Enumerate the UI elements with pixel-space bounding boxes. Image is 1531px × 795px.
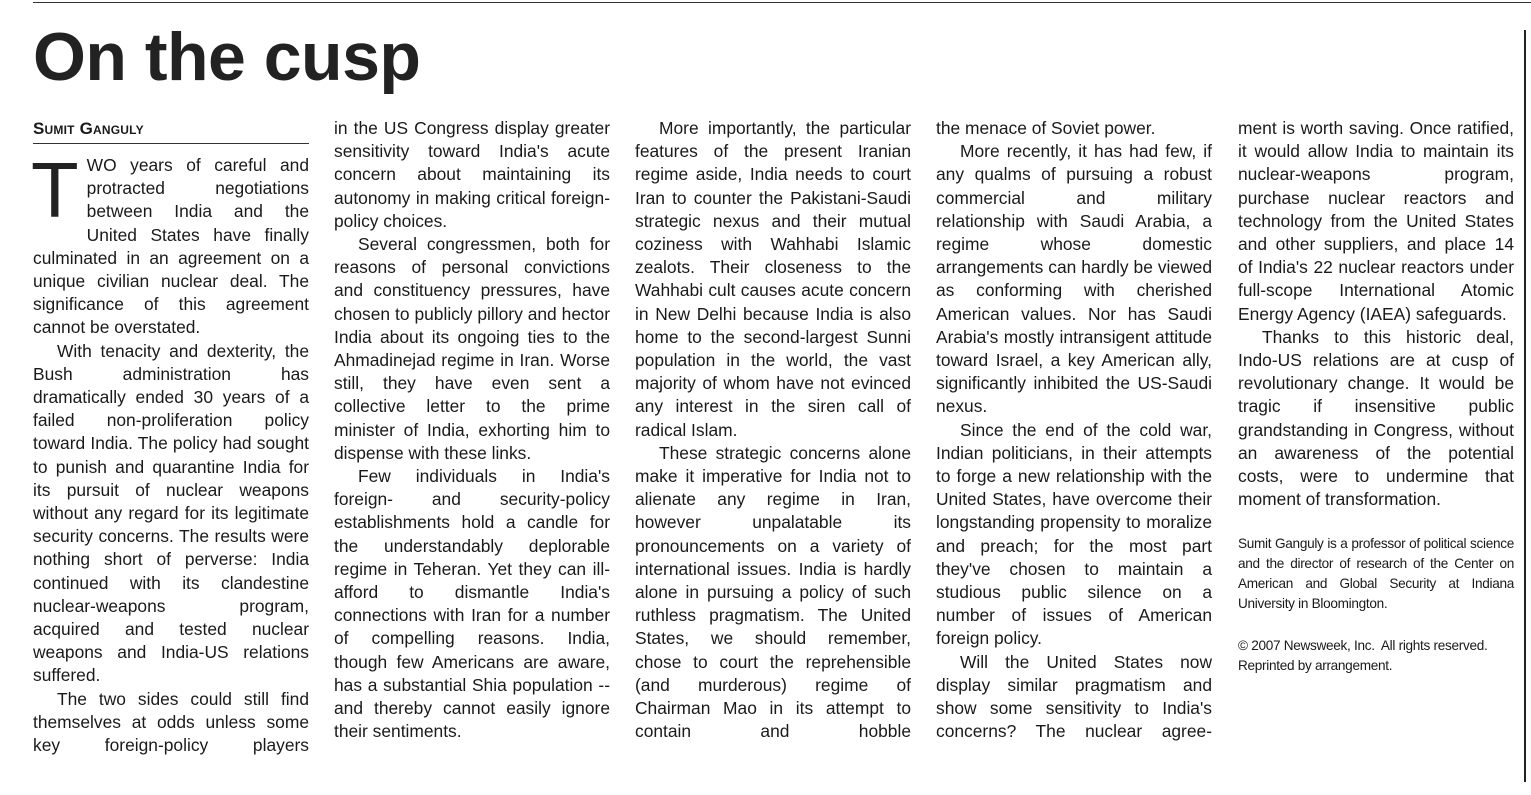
paragraph-11: Thanks to this historic deal, Indo-US relations are at cusp of revolutionary change. It would be tragic if insensitive public grandstanding in Congress, without an awareness of the potential costs, were to undermine that moment of transformation. [1238, 326, 1514, 510]
byline: Sumit Ganguly [33, 117, 309, 144]
paragraph-3-start: The two sides could still find themselves at odds unless some key foreign-policy players [33, 688, 309, 756]
headline: On the cusp [33, 19, 421, 95]
copyright-notice [1238, 636, 1514, 676]
author-bio: Sumit Ganguly is a professor of political science and the director of research of the Center on American and Global Security at Indiana University in Bloomington. [1238, 536, 1514, 612]
copyright-line: © 2007 Newsweek, Inc. All rights reserved. [1238, 638, 1488, 654]
paragraph-1 [31, 146, 309, 340]
paragraph-9: Since the end of the cold war, Indian politicians, in their attempts to forge a new relationship with the United States, have overcome their longstanding propensity to moralize and preach; for the most part they've chosen to maintain a studious public silence on a number of issues of American foreign policy. [936, 419, 1212, 649]
column-4 [936, 117, 1212, 743]
column-3 [635, 117, 911, 743]
paragraph-7-continued: the menace of Soviet power. [936, 118, 1156, 138]
paragraph-1-text: WO years of careful and protracted negotiations between India and the United States have finally culminated in an agreement on a unique civilian nuclear deal. The significance of this agreement cannot be overstated. [33, 155, 309, 338]
column-2 [334, 117, 610, 743]
top-rule [33, 2, 1531, 3]
drop-cap: T [31, 146, 79, 234]
paragraph-3-continued: in the US Congress display greater sensitivity toward India's acute concern about maintaining its autonomy in making critical foreign-policy choices. [334, 118, 610, 231]
column-5 [1238, 117, 1514, 676]
paragraph-4: Several congressmen, both for reasons of personal convictions and constituency pressures, have chosen to publicly pillory and hector India about its ongoing ties to the Ahmadinejad regime in Iran. Worse still, they have even sent a collective letter to the prime minister of India, exhorting him to dispense with these links. [334, 234, 610, 463]
right-column-rule [1524, 30, 1526, 782]
reprint-line: Reprinted by arrangement. [1238, 658, 1393, 674]
paragraph-10-start: Will the United States now display similar pragmatism and show some sensitivity to India's concerns? The nuclear agree- [936, 651, 1212, 742]
paragraph-8: More recently, it has had few, if any qualms of pursuing a robust commercial and military relationship with Saudi Arabia, a regime whose domestic arrangements can hardly be viewed as conforming with cherished American values. Nor has Saudi Arabia's mostly intransigent attitude toward Israel, a key American ally, significantly inhibited the US-Saudi nexus. [936, 141, 1212, 417]
paragraph-2: With tenacity and dexterity, the Bush administration has dramatically ended 30 years of a failed non-proliferation policy toward India. The policy had sought to punish and quarantine India for its pursuit of nuclear weapons without any regard for its legitimate security concerns. The results were nothing short of perverse: India continued with its clandestine nuclear-weapons program, acquired and tested nuclear weapons and India-US relations suffered. [33, 340, 309, 686]
paragraph-7-start: These strategic concerns alone make it imperative for India not to alienate any regime in Iran, however unpalatable its pronouncements on a variety of international issues. India is hardly alone in pursuing a policy of such ruthless pragmatism. The United States, we should remember, chose to court the reprehensible (and murderous) regime of Chairman Mao in its attempt to contain and hobble [635, 442, 911, 742]
paragraph-6: More importantly, the particular features of the present Iranian regime aside, India needs to court Iran to counter the Pakistani-Saudi strategic nexus and their mutual coziness with Wahhabi Islamic zealots. Their closeness to the Wahhabi cult causes acute concern in New Delhi because India is also home to the second-largest Sunni population in the world, the vast majority of whom have not evinced any interest in the siren call of radical Islam. [635, 118, 911, 440]
paragraph-5: Few individuals in India's foreign- and security-policy establishments hold a candle for the understandably deplorable regime in Teheran. Yet they can ill-afford to dismantle India's connections with Iran for a number of compelling reasons. India, though few Americans are aware, has a substantial Shia population -- and thereby cannot easily ignore their sentiments. [334, 466, 610, 742]
column-1 [33, 117, 309, 757]
paragraph-10-continued: ment is worth saving. Once ratified, it would allow India to maintain its nuclear-weapons program, purchase nuclear reactors and technology from the United States and other suppliers, and place 14 of India's 22 nuclear reactors under full-scope International Atomic Energy Agency (IAEA) safeguards. [1238, 118, 1514, 324]
